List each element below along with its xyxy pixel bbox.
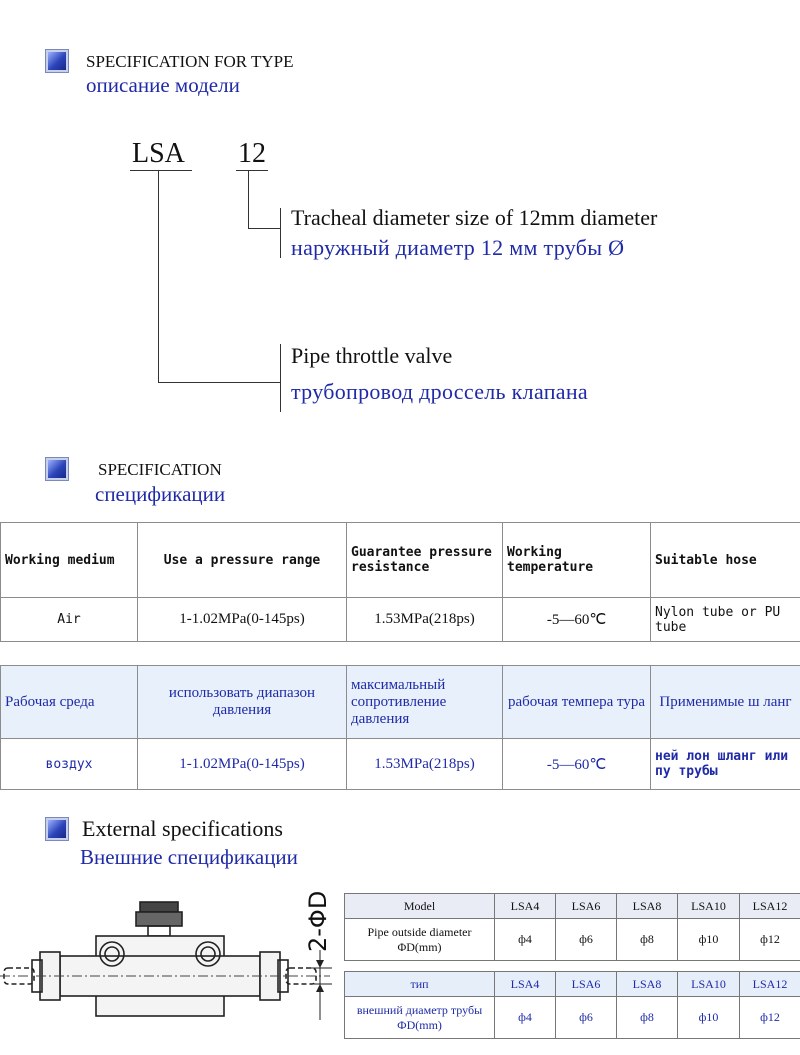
model-code-prefix: LSA — [132, 138, 185, 169]
header-working-medium-ru: Рабочая среда — [1, 666, 138, 739]
ext-cell-lsa8-ru: ф8 — [617, 997, 678, 1039]
size-connector-horizontal — [248, 228, 280, 229]
ext-header-lsa8: LSA8 — [617, 894, 678, 919]
ext-header-lsa4-ru: LSA4 — [495, 972, 556, 997]
section1-title-en: SPECIFICATION FOR TYPE — [86, 52, 294, 71]
cell-guarantee-pressure: 1.53MPa(218ps) — [347, 598, 503, 642]
ext-cell-lsa12: ф12 — [740, 919, 800, 961]
cell-medium-ru: воздух — [1, 739, 138, 790]
type-connector-vertical — [158, 170, 159, 382]
model-code-size: 12 — [238, 138, 266, 169]
spec-table-en — [0, 522, 800, 642]
size-connector-vertical — [248, 170, 249, 228]
diameter-label: 2-ΦD — [304, 890, 332, 952]
ext-cell-lsa4-ru: ф4 — [495, 997, 556, 1039]
ext-cell-lsa12-ru: ф12 — [740, 997, 800, 1039]
cell-pressure-range: 1-1.02MPa(0-145ps) — [138, 598, 347, 642]
ext-header-model: Model — [345, 894, 495, 919]
header-suitable-hose-ru: Применимые ш ланг — [651, 666, 800, 739]
section1-title-ru: описание модели — [86, 73, 240, 97]
size-description-ru: наружный диаметр 12 мм трубы Ø — [291, 235, 625, 260]
header-working-medium: Working medium — [1, 523, 138, 598]
header-guarantee-pressure: Guarantee pressure resistance — [347, 523, 503, 598]
header-suitable-hose: Suitable hose — [651, 523, 800, 598]
ext-header-lsa10: LSA10 — [678, 894, 740, 919]
type-description-en: Pipe throttle valve — [291, 343, 453, 368]
ext-header-lsa8-ru: LSA8 — [617, 972, 678, 997]
size-bracket — [280, 208, 281, 258]
ext-cell-lsa8: ф8 — [617, 919, 678, 961]
section-bullet-icon — [46, 50, 68, 72]
type-description-ru: трубопровод дроссель клапана — [291, 379, 588, 404]
cell-temperature: -5—60℃ — [503, 598, 651, 642]
code-size-underline — [236, 170, 268, 171]
section3-title-ru: Внешние спецификации — [80, 845, 298, 869]
section-bullet-icon — [46, 458, 68, 480]
section2-title-en: SPECIFICATION — [98, 460, 222, 479]
cell-guarantee-pressure-ru: 1.53MPa(218ps) — [347, 739, 503, 790]
external-spec-table-ru — [344, 971, 800, 1039]
cell-temperature-ru: -5—60℃ — [503, 739, 651, 790]
ext-header-type-ru: тип — [345, 972, 495, 997]
header-working-temperature-ru: рабочая темпера тура — [503, 666, 651, 739]
ext-header-lsa10-ru: LSA10 — [678, 972, 740, 997]
ext-row-label-ru: внешний диаметр трубы ФD(mm) — [345, 997, 495, 1039]
header-guarantee-pressure-ru: максимальный сопротивление давления — [347, 666, 503, 739]
ext-cell-lsa10-ru: ф10 — [678, 997, 740, 1039]
ext-cell-lsa4: ф4 — [495, 919, 556, 961]
valve-drawing — [0, 880, 345, 1055]
section-bullet-icon — [46, 818, 68, 840]
ext-cell-lsa6: ф6 — [556, 919, 617, 961]
ext-cell-lsa10: ф10 — [678, 919, 740, 961]
ext-header-lsa6-ru: LSA6 — [556, 972, 617, 997]
cell-hose-ru: ней лон шланг или пу трубы — [651, 739, 800, 790]
ext-header-lsa4: LSA4 — [495, 894, 556, 919]
cell-medium: Air — [1, 598, 138, 642]
code-prefix-underline — [130, 170, 192, 171]
spec-table-ru — [0, 665, 800, 790]
header-pressure-range-ru: использовать диапазон давления — [138, 666, 347, 739]
type-connector-horizontal — [158, 382, 280, 383]
ext-header-lsa6: LSA6 — [556, 894, 617, 919]
cell-hose: Nylon tube or PU tube — [651, 598, 800, 642]
size-description-en: Tracheal diameter size of 12mm diameter — [291, 205, 658, 230]
ext-cell-lsa6-ru: ф6 — [556, 997, 617, 1039]
header-working-temperature: Working temperature — [503, 523, 651, 598]
type-bracket — [280, 344, 281, 412]
header-pressure-range: Use a pressure range — [138, 523, 347, 598]
cell-pressure-range-ru: 1-1.02MPa(0-145ps) — [138, 739, 347, 790]
external-spec-table-en — [344, 893, 800, 961]
section2-title-ru: спецификации — [95, 482, 226, 506]
ext-header-lsa12: LSA12 — [740, 894, 800, 919]
ext-row-label: Pipe outside diameter ΦD(mm) — [345, 919, 495, 961]
section3-title-en: External specifications — [82, 816, 283, 841]
ext-header-lsa12-ru: LSA12 — [740, 972, 800, 997]
